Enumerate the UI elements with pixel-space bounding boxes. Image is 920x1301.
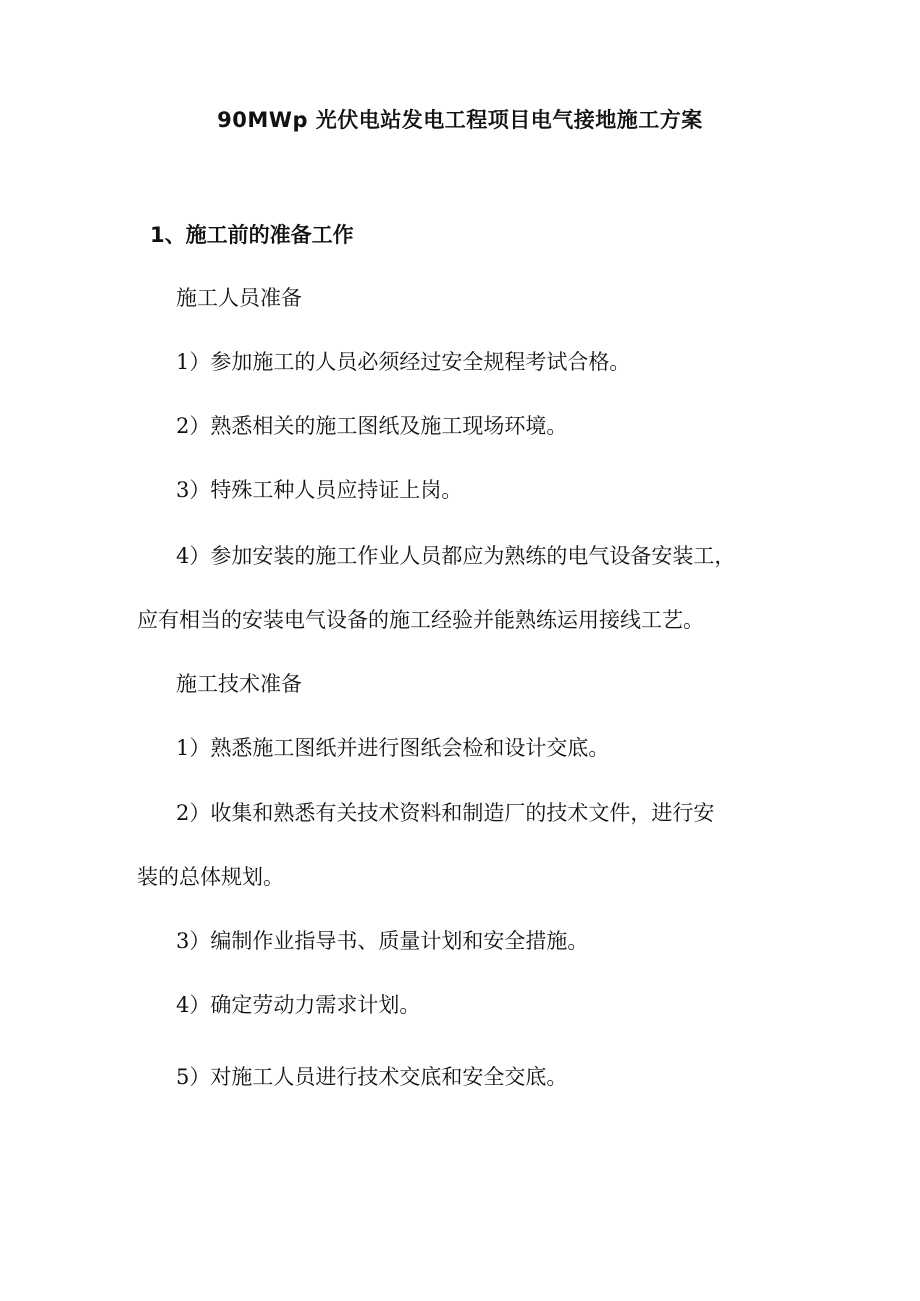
paragraph-line-continued: 应有相当的安装电气设备的施工经验并能熟练运用接线工艺。 xyxy=(137,608,704,632)
paragraph-line-continued: 装的总体规划。 xyxy=(137,865,284,889)
paragraph-line: 4）确定劳动力需求计划。 xyxy=(176,993,421,1017)
paragraph-line: 5）对施工人员进行技术交底和安全交底。 xyxy=(176,1065,568,1089)
document-title: 90MWp 光伏电站发电工程项目电气接地施工方案 xyxy=(217,108,703,132)
paragraph-line: 2）熟悉相关的施工图纸及施工现场环境。 xyxy=(176,414,568,438)
subheading-technical: 施工技术准备 xyxy=(176,672,302,696)
paragraph-line: 3）编制作业指导书、质量计划和安全措施。 xyxy=(176,929,589,953)
paragraph-line: 2）收集和熟悉有关技术资料和制造厂的技术文件，进行安 xyxy=(176,801,715,825)
paragraph-line: 3）特殊工种人员应持证上岗。 xyxy=(176,478,463,502)
paragraph-line: 1）参加施工的人员必须经过安全规程考试合格。 xyxy=(176,350,631,374)
subheading-personnel: 施工人员准备 xyxy=(176,286,302,310)
section-heading: 1、施工前的准备工作 xyxy=(150,223,354,247)
paragraph-line: 4）参加安装的施工作业人员都应为熟练的电气设备安装工， xyxy=(176,544,736,568)
paragraph-line: 1）熟悉施工图纸并进行图纸会检和设计交底。 xyxy=(176,736,610,760)
